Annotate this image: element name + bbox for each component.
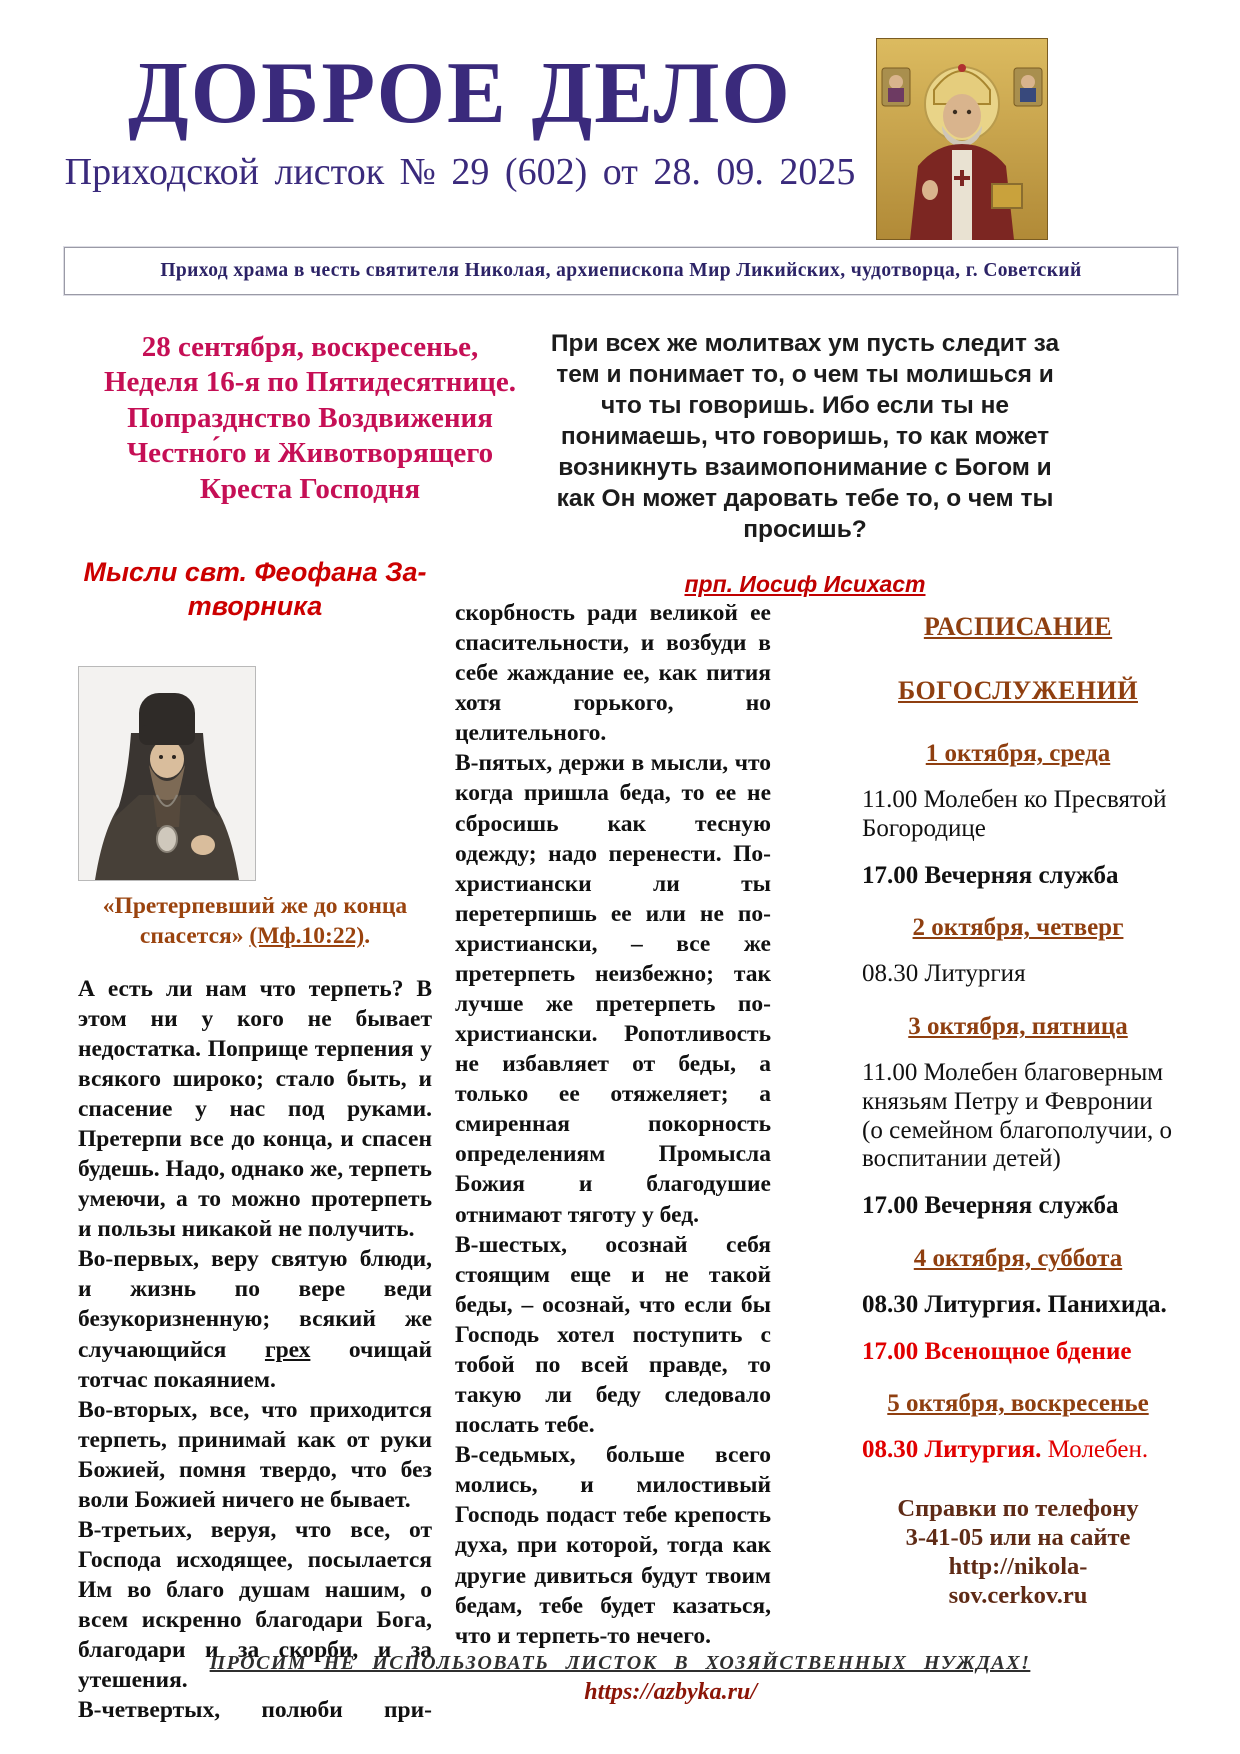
feast-line: Честно́го и Животворящего [126, 437, 494, 470]
article-paragraph: В-шестых, осознай себя стоящим еще и не такой беды, – осознай, что если бы Господь хотел поступить с тобой по всей правде, то такую ли беду следовало послать тебе. [455, 1231, 771, 1439]
underlined-word: грех [264, 1336, 311, 1363]
st-nicholas-icon-image [876, 38, 1048, 240]
article-paragraph [78, 1244, 432, 1394]
schedule-entry: 11.00 Молебен благоверным князьям Петру и Февронии (о семейном благополучии, о воспитании детей) [862, 1059, 1172, 1173]
schedule-date: 3 октября, пятница [908, 1013, 1128, 1040]
schedule-date: 2 октября, четверг [912, 914, 1124, 942]
paragraph-text: очищай тотчас покаянием. [78, 1336, 432, 1393]
article-paragraph: В-пятых, держи в мысли, что когда пришла беда, то ее не сбросишь как тесную одежду; надо перенести. По-христиански ли ты перетерпишь ее или не по-христиански, – все же претерпеть неизбежно; так лучше же претерпеть по-христиански. Ропотливость не избавляет от беды, а только ее отяжеляет; а смиренная покорность определениям Промысла Божия и благодушие отнимают тяготу у бед. [455, 750, 771, 1228]
parish-banner [64, 247, 1178, 295]
parish-site-link-line[interactable]: http://nikola- [948, 1552, 1088, 1580]
feast-line: 28 сентября, воскресенье, [141, 331, 479, 363]
parish-site-link[interactable] [862, 1553, 1174, 1611]
article-paragraph: В-третьих, веруя, что все, от Господа исходящее, посылается Им во благо душам нашим, о всем искренно благодари Бога, благодари и за скорби, и за утешения. [78, 1517, 432, 1694]
schedule-entry: 17.00 Вечерняя служба [862, 1192, 1119, 1219]
schedule-title: БОГОСЛУЖЕНИЙ [898, 676, 1138, 705]
article-paragraph: Во-вторых, все, что приходится терпеть, принимай как от руки Божией, помня твердо, что без воли Божией ничего не бывает. [78, 1396, 432, 1513]
contact-line: 3-41-05 или на сайте [905, 1523, 1131, 1551]
schedule-entry-detail: Молебен. [1041, 1436, 1149, 1464]
column-continuation [455, 598, 771, 1706]
paragraph-text: Во-первых, веру святую блюди, и жизнь по вере веди безукоризненную; всякий же случающийся [78, 1246, 432, 1363]
article-paragraph: скорбность ради великой ее спасительности, и возбуди в себе жаждание ее, как пития хотя горького, но целительного. [455, 600, 771, 747]
schedule-title: РАСПИСАНИЕ [923, 612, 1113, 641]
schedule-date: 5 октября, воскресенье [887, 1390, 1149, 1418]
quote-author: прп. Иосиф Исихаст [684, 570, 926, 597]
schedule-entry: 17.00 Всенощное бдение [862, 1337, 1132, 1365]
prayer-quote [545, 303, 1065, 599]
scripture-period: . [364, 923, 371, 950]
azbyka-link[interactable]: https://azbyka.ru/ [584, 1678, 757, 1705]
article-paragraph: В-четвертых, полюби при- [78, 1697, 432, 1724]
article-paragraph: В-седьмых, больше всего молись, и милостивый Господь подаст тебе крепость духа, при которой, тогда как другие дивиться будут твоим бедам, тебе будет казаться, что и терпеть-то нечего. [455, 1442, 771, 1649]
feast-line: Попразднство Воздвижения [127, 401, 493, 434]
page-subtitle: Приходской листок № 29 (602) от 28. 09. 2025 [64, 151, 856, 193]
feast-line: Креста Господня [199, 472, 421, 505]
feast-line: Неделя 16-я по Пятидесятнице. [103, 366, 516, 399]
parish-site-link-line[interactable]: sov.cerkov.ru [948, 1581, 1088, 1609]
page-title: ДОБРОЕ ДЕЛО [128, 45, 792, 142]
contact-info [862, 1495, 1174, 1611]
schedule-entry: 08.30 Литургия [862, 960, 1026, 988]
schedule-date: 1 октября, среда [925, 740, 1111, 767]
section-heading: Мысли свт. Феофана За-творника [83, 557, 427, 621]
schedule-entry: 17.00 Вечерняя служба [862, 861, 1119, 889]
theophan-portrait-image [79, 667, 255, 880]
theophan-portrait-photo [78, 666, 256, 881]
schedule-entry [862, 1436, 1174, 1465]
column-schedule [862, 612, 1174, 1611]
feast-heading [75, 330, 545, 507]
prayer-quote-text: При всех же молитвах ум пусть следит за тем и понимает то, о чем ты молишься и что ты говоришь. Ибо если ты не понимаешь, что говоришь, то как может возникнуть взаимопонимание с Богом и как Он может даровать тебе то, о чем ты просишь? [550, 329, 1060, 544]
schedule-entry: 11.00 Молебен ко Пресвятой Богородице [862, 786, 1167, 842]
contact-line: Справки по телефону [897, 1495, 1139, 1522]
footer-notice: ПРОСИМ НЕ ИСПОЛЬЗОВАТЬ ЛИСТОК В ХОЗЯЙСТВЕННЫХ НУЖДАХ! [209, 1652, 1031, 1674]
schedule-date: 4 октября, суббота [913, 1244, 1123, 1272]
scripture-reference: (Мф.10:22) [249, 923, 365, 950]
st-nicholas-icon [876, 38, 1048, 240]
column-theophan [78, 556, 432, 1726]
scripture-quote-text: «Претерпевший же до конца спасется» [102, 892, 408, 950]
article-paragraph: А есть ли нам что терпеть? В этом ни у кого не бывает недостатка. Поприще терпения у всякого широко; стало быть, и спасение у нас под руками. Претерпи все до конца, и спасен будешь. Надо, однако же, терпеть умеючи, а то можно протерпеть и пользы никакой не получить. [78, 975, 432, 1243]
schedule-entry: 08.30 Литургия. Панихида. [862, 1290, 1167, 1318]
parish-banner-text: Приход храма в честь святителя Николая, архиепископа Мир Ликийских, чудотворца, г. Советский [160, 260, 1082, 281]
schedule-entry-time: 08.30 Литургия. [862, 1436, 1042, 1464]
